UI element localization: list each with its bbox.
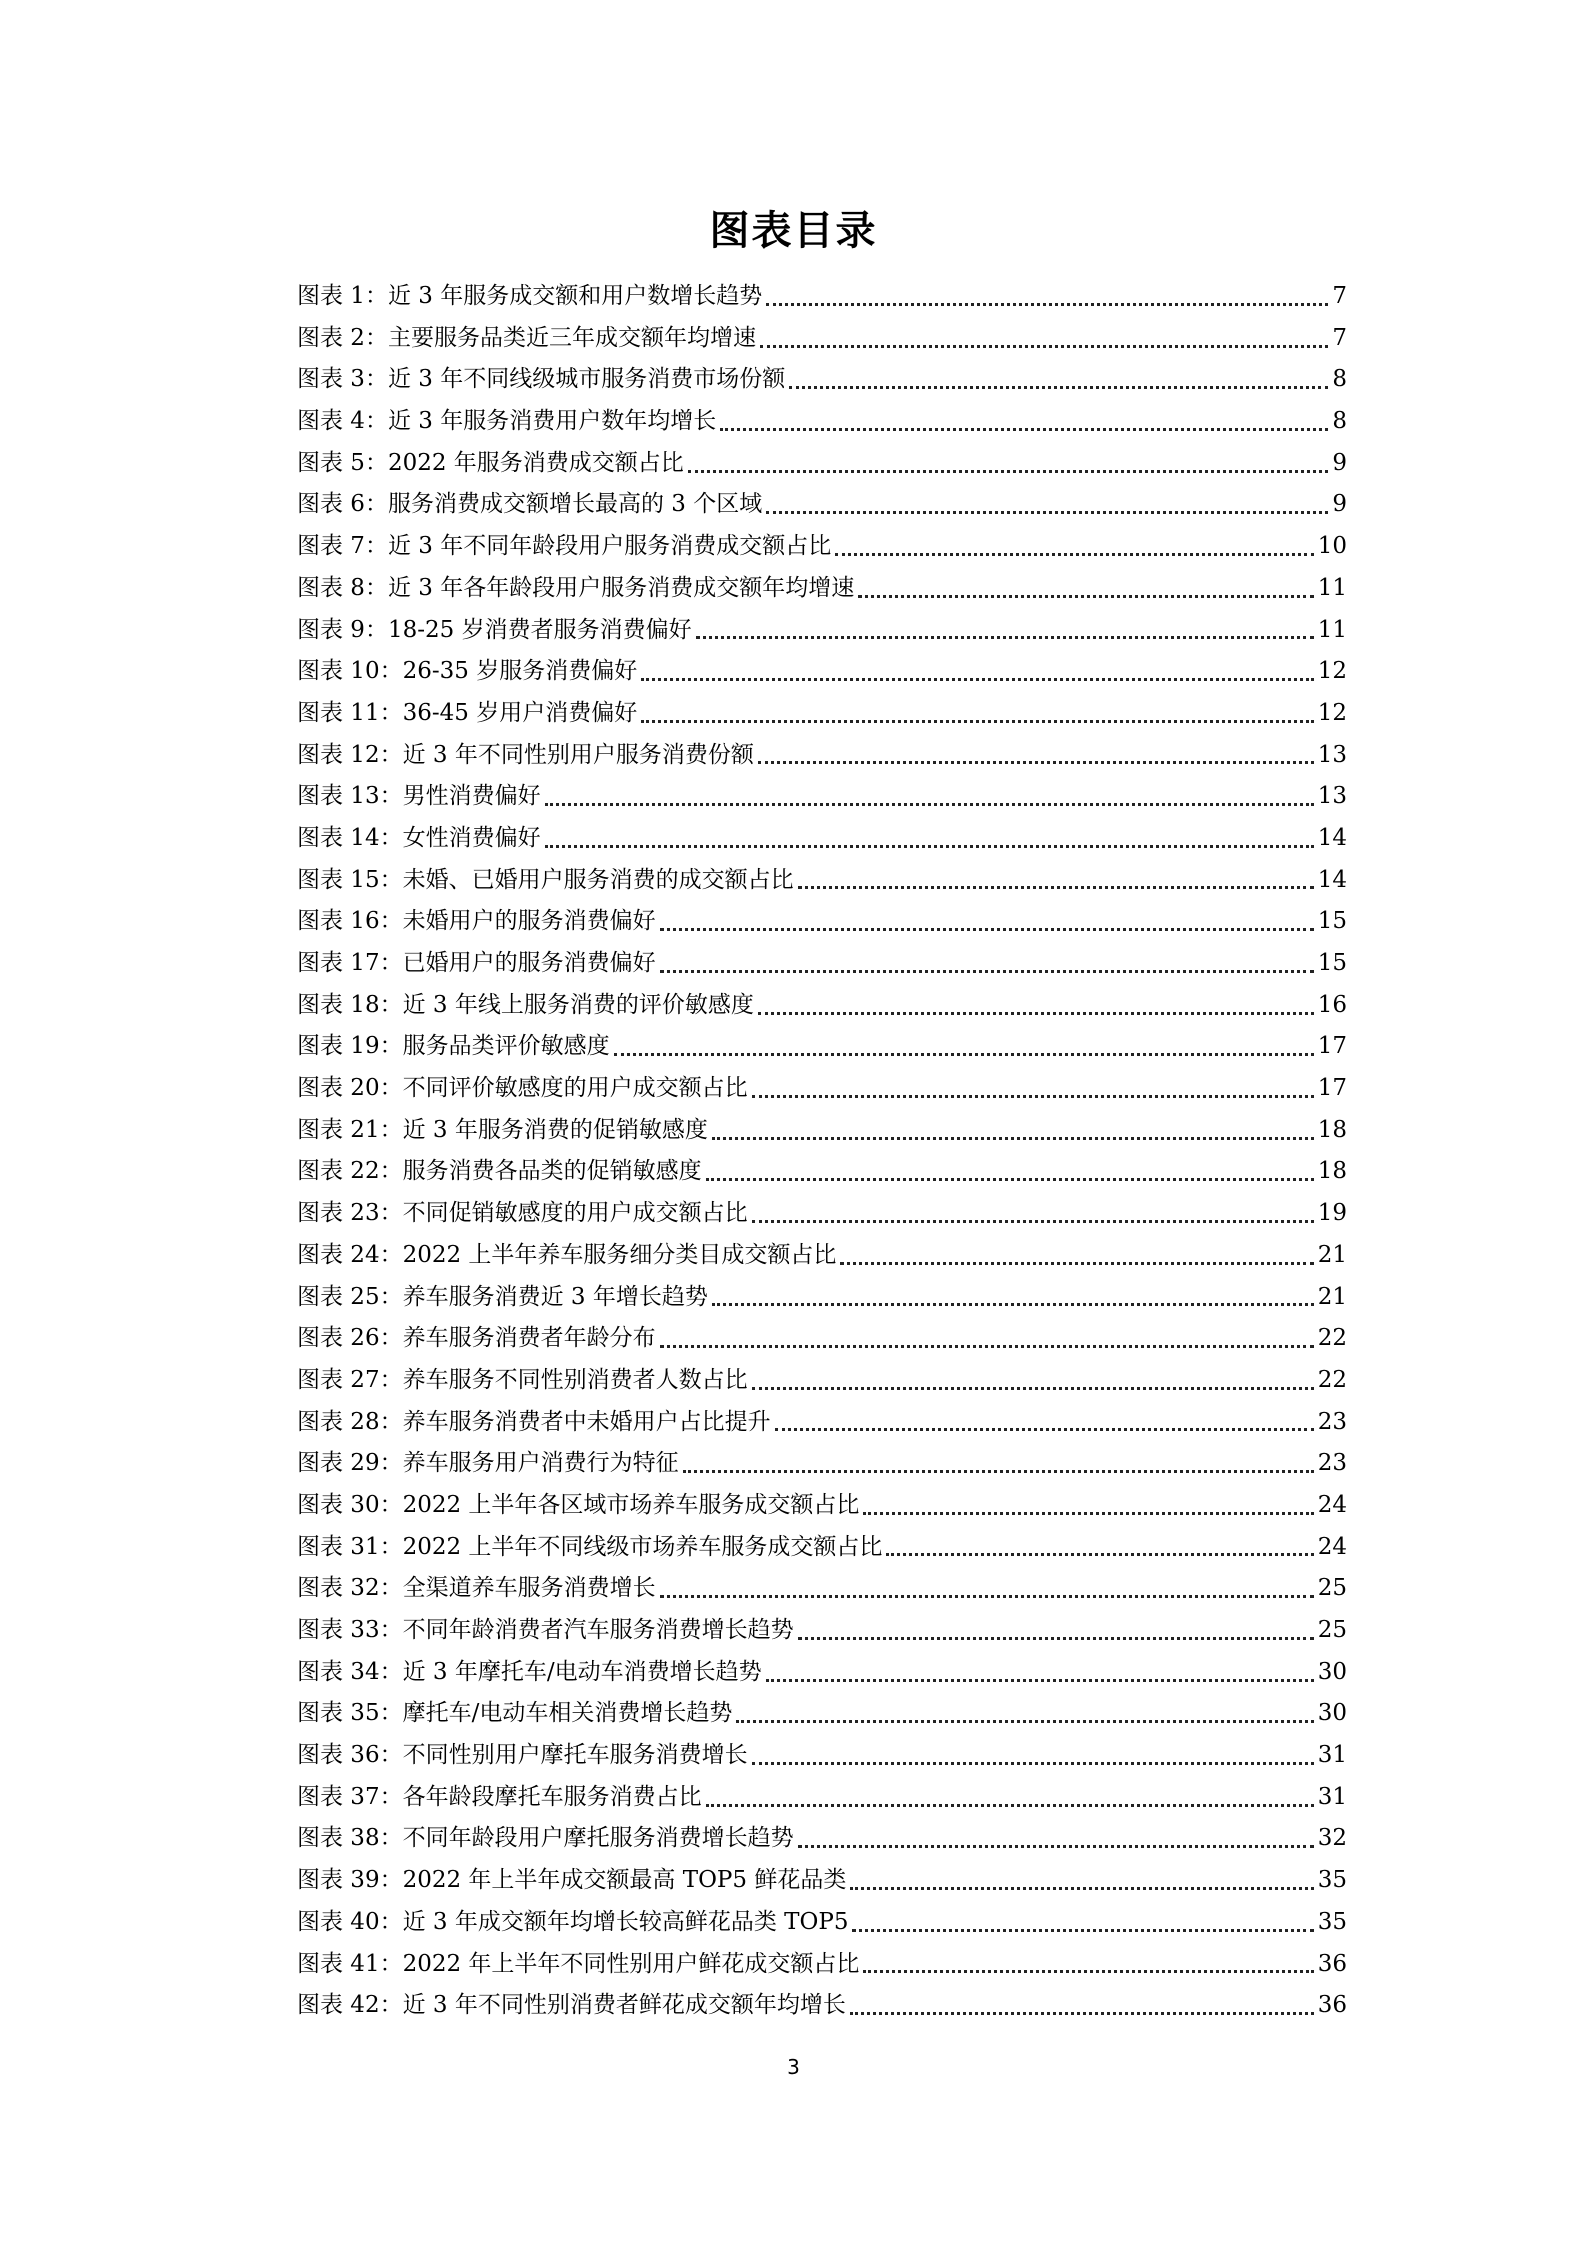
toc-entry[interactable] bbox=[297, 1445, 1347, 1487]
dot-leader bbox=[886, 1539, 1313, 1559]
toc-entry-page-number: 22 bbox=[1317, 1366, 1347, 1393]
toc-entry-page-number: 25 bbox=[1317, 1617, 1347, 1643]
dot-leader bbox=[775, 1414, 1314, 1434]
toc-entry-label: 未婚、已婚用户服务消费的成交额占比 bbox=[402, 866, 794, 893]
toc-entry-label: 2022 年服务消费成交额占比 bbox=[387, 449, 684, 476]
toc-entry[interactable] bbox=[297, 1362, 1347, 1404]
toc-entry[interactable] bbox=[297, 1946, 1347, 1988]
toc-entry-label: 未婚用户的服务消费偏好 bbox=[402, 908, 656, 935]
toc-entry-label: 不同促销敏感度的用户成交额占比 bbox=[402, 1200, 748, 1227]
toc-entry[interactable] bbox=[297, 1737, 1347, 1779]
toc-entry-prefix: 图表 28： bbox=[297, 1408, 403, 1435]
toc-entry-prefix: 图表 9： bbox=[297, 616, 388, 643]
toc-entry[interactable] bbox=[297, 361, 1347, 403]
toc-entry-prefix: 图表 21： bbox=[297, 1116, 403, 1143]
dot-leader bbox=[641, 664, 1314, 684]
dot-leader bbox=[706, 1790, 1314, 1810]
toc-entry-label: 男性消费偏好 bbox=[402, 783, 541, 810]
toc-entry-prefix: 图表 31： bbox=[297, 1533, 403, 1560]
toc-entry-label: 近 3 年不同性别消费者鲜花成交额年均增长 bbox=[402, 1992, 846, 2019]
toc-entry[interactable] bbox=[297, 1279, 1347, 1321]
toc-entry-prefix: 图表 23： bbox=[297, 1200, 403, 1227]
toc-entry[interactable] bbox=[297, 1529, 1347, 1571]
dot-leader bbox=[660, 1581, 1314, 1601]
toc-entry-prefix: 图表 4： bbox=[297, 408, 388, 435]
toc-entry-prefix: 图表 29： bbox=[297, 1450, 403, 1477]
toc-entry-prefix: 图表 14： bbox=[297, 824, 403, 851]
toc-entry-prefix: 图表 12： bbox=[297, 741, 403, 768]
toc-entry[interactable] bbox=[297, 1779, 1347, 1821]
toc-entry-prefix: 图表 19： bbox=[297, 1033, 403, 1060]
toc-entry[interactable] bbox=[297, 403, 1347, 445]
dot-leader bbox=[706, 1164, 1314, 1184]
dot-leader bbox=[545, 831, 1314, 851]
toc-entry[interactable] bbox=[297, 1320, 1347, 1362]
toc-entry-page-number: 30 bbox=[1317, 1658, 1347, 1685]
toc-entry-page-number: 8 bbox=[1332, 366, 1347, 393]
dot-leader bbox=[696, 622, 1314, 642]
toc-entry-label: 近 3 年成交额年均增长较高鲜花品类 TOP5 bbox=[402, 1908, 849, 1935]
toc-entry[interactable] bbox=[297, 945, 1347, 987]
toc-entry[interactable] bbox=[297, 1654, 1347, 1696]
toc-entry[interactable] bbox=[297, 1028, 1347, 1070]
toc-entry-label: 近 3 年不同线级城市服务消费市场份额 bbox=[387, 366, 786, 393]
toc-entry-prefix: 图表 42： bbox=[297, 1992, 403, 2019]
dot-leader bbox=[736, 1706, 1313, 1726]
toc-entry-prefix: 图表 22： bbox=[297, 1158, 403, 1185]
toc-entry-page-number: 7 bbox=[1332, 324, 1347, 351]
toc-entry[interactable] bbox=[297, 1404, 1347, 1446]
toc-entry-page-number: 35 bbox=[1317, 1867, 1347, 1894]
toc-entry-label: 服务消费成交额增长最高的 3 个区域 bbox=[387, 491, 763, 518]
toc-entry-label: 服务品类评价敏感度 bbox=[402, 1033, 610, 1060]
table-of-figures bbox=[297, 278, 1347, 2029]
toc-entry-prefix: 图表 13： bbox=[297, 783, 403, 810]
toc-entry[interactable] bbox=[297, 1070, 1347, 1112]
dot-leader bbox=[798, 872, 1314, 892]
toc-entry-prefix: 图表 34： bbox=[297, 1658, 403, 1685]
toc-entry-label: 主要服务品类近三年成交额年均增速 bbox=[387, 324, 756, 351]
toc-entry-prefix: 图表 30： bbox=[297, 1491, 403, 1518]
toc-entry-prefix: 图表 26： bbox=[297, 1325, 403, 1352]
toc-entry[interactable] bbox=[297, 1695, 1347, 1737]
toc-entry-label: 近 3 年服务消费的促销敏感度 bbox=[402, 1116, 708, 1143]
toc-entry-page-number: 15 bbox=[1317, 950, 1347, 976]
toc-entry[interactable] bbox=[297, 737, 1347, 779]
toc-entry-label: 服务消费各品类的促销敏感度 bbox=[402, 1158, 702, 1185]
toc-entry-page-number: 23 bbox=[1317, 1408, 1347, 1435]
toc-entry-label: 近 3 年线上服务消费的评价敏感度 bbox=[402, 991, 754, 1018]
dot-leader bbox=[688, 456, 1329, 476]
toc-entry-page-number: 31 bbox=[1317, 1742, 1347, 1769]
toc-entry[interactable] bbox=[297, 1112, 1347, 1154]
toc-entry-prefix: 图表 3： bbox=[297, 366, 388, 393]
toc-entry-page-number: 22 bbox=[1317, 1325, 1347, 1352]
dot-leader bbox=[660, 914, 1314, 934]
toc-entry-label: 不同年龄段用户摩托服务消费增长趋势 bbox=[402, 1825, 794, 1852]
toc-entry[interactable] bbox=[297, 1820, 1347, 1862]
toc-entry-label: 养车服务不同性别消费者人数占比 bbox=[402, 1366, 748, 1393]
toc-entry-page-number: 8 bbox=[1332, 408, 1347, 435]
toc-entry-page-number: 13 bbox=[1317, 783, 1347, 810]
toc-entry-prefix: 图表 16： bbox=[297, 908, 403, 935]
toc-entry-prefix: 图表 37： bbox=[297, 1783, 403, 1810]
toc-entry-prefix: 图表 18： bbox=[297, 991, 403, 1018]
toc-entry[interactable] bbox=[297, 1487, 1347, 1529]
page-title: 图表目录 bbox=[709, 208, 878, 254]
toc-entry[interactable] bbox=[297, 570, 1347, 612]
toc-entry-label: 近 3 年不同性别用户服务消费份额 bbox=[402, 741, 754, 768]
dot-leader bbox=[840, 1248, 1313, 1268]
toc-entry-page-number: 32 bbox=[1317, 1825, 1347, 1852]
dot-leader bbox=[614, 1039, 1314, 1059]
toc-entry[interactable] bbox=[297, 1195, 1347, 1237]
dot-leader bbox=[766, 289, 1328, 309]
toc-entry-prefix: 图表 6： bbox=[297, 491, 388, 518]
toc-entry-page-number: 35 bbox=[1317, 1908, 1347, 1935]
toc-entry-label: 26-35 岁服务消费偏好 bbox=[402, 658, 638, 685]
toc-entry-label: 近 3 年服务成交额和用户数增长趋势 bbox=[387, 283, 763, 309]
dot-leader bbox=[752, 1081, 1314, 1101]
toc-entry-page-number: 11 bbox=[1317, 616, 1347, 643]
dot-leader bbox=[863, 1956, 1313, 1976]
toc-entry-page-number: 17 bbox=[1317, 1033, 1347, 1060]
toc-entry[interactable] bbox=[297, 653, 1347, 695]
toc-entry-prefix: 图表 20： bbox=[297, 1075, 403, 1102]
toc-entry-prefix: 图表 35： bbox=[297, 1700, 403, 1727]
toc-entry-prefix: 图表 39： bbox=[297, 1867, 403, 1894]
toc-entry[interactable] bbox=[297, 903, 1347, 945]
toc-entry[interactable] bbox=[297, 1862, 1347, 1904]
toc-entry-label: 全渠道养车服务消费增长 bbox=[402, 1575, 656, 1602]
dot-leader bbox=[758, 998, 1314, 1018]
toc-entry-label: 2022 上半年养车服务细分类目成交额占比 bbox=[402, 1241, 837, 1268]
dot-leader bbox=[852, 1915, 1313, 1935]
toc-entry-label: 近 3 年不同年龄段用户服务消费成交额占比 bbox=[387, 533, 832, 560]
toc-entry-page-number: 36 bbox=[1317, 1950, 1347, 1977]
toc-entry-page-number: 21 bbox=[1317, 1283, 1347, 1310]
toc-entry[interactable] bbox=[297, 987, 1347, 1029]
dot-leader bbox=[798, 1623, 1314, 1643]
toc-entry-prefix: 图表 1： bbox=[297, 283, 388, 309]
toc-entry-page-number: 12 bbox=[1317, 699, 1347, 726]
toc-entry-label: 18-25 岁消费者服务消费偏好 bbox=[387, 616, 692, 643]
toc-entry[interactable] bbox=[297, 278, 1347, 320]
toc-entry-prefix: 图表 10： bbox=[297, 658, 403, 685]
toc-entry-page-number: 36 bbox=[1317, 1992, 1347, 2019]
dot-leader bbox=[752, 1206, 1314, 1226]
toc-entry[interactable] bbox=[297, 1237, 1347, 1279]
toc-entry-label: 不同性别用户摩托车服务消费增长 bbox=[402, 1742, 748, 1769]
toc-entry-label: 2022 上半年不同线级市场养车服务成交额占比 bbox=[402, 1533, 883, 1560]
toc-entry-page-number: 31 bbox=[1317, 1783, 1347, 1810]
toc-entry-label: 已婚用户的服务消费偏好 bbox=[402, 950, 656, 976]
toc-entry-prefix: 图表 36： bbox=[297, 1742, 403, 1769]
toc-entry[interactable] bbox=[297, 778, 1347, 820]
toc-entry-prefix: 图表 2： bbox=[297, 324, 388, 351]
toc-entry-page-number: 21 bbox=[1317, 1241, 1347, 1268]
toc-entry-prefix: 图表 41： bbox=[297, 1950, 403, 1977]
toc-entry-page-number: 24 bbox=[1317, 1491, 1347, 1518]
toc-entry-label: 不同评价敏感度的用户成交额占比 bbox=[402, 1075, 748, 1102]
dot-leader bbox=[720, 414, 1328, 434]
dot-leader bbox=[752, 1748, 1314, 1768]
toc-entry-page-number: 12 bbox=[1317, 658, 1347, 685]
toc-entry-label: 摩托车/电动车相关消费增长趋势 bbox=[402, 1700, 733, 1727]
dot-leader bbox=[752, 1373, 1314, 1393]
dot-leader bbox=[660, 1331, 1314, 1351]
toc-entry-label: 近 3 年摩托车/电动车消费增长趋势 bbox=[402, 1658, 762, 1685]
toc-entry-page-number: 10 bbox=[1317, 533, 1347, 560]
toc-entry-page-number: 18 bbox=[1317, 1158, 1347, 1185]
toc-entry-page-number: 24 bbox=[1317, 1533, 1347, 1560]
dot-leader bbox=[798, 1831, 1314, 1851]
dot-leader bbox=[545, 789, 1314, 809]
toc-entry-prefix: 图表 7： bbox=[297, 533, 388, 560]
toc-entry-label: 养车服务消费者中未婚用户占比提升 bbox=[402, 1408, 771, 1435]
toc-entry-page-number: 7 bbox=[1332, 283, 1347, 309]
dot-leader bbox=[863, 1498, 1313, 1518]
toc-entry[interactable] bbox=[297, 1612, 1347, 1654]
dot-leader bbox=[850, 1998, 1314, 2018]
toc-entry[interactable] bbox=[297, 1153, 1347, 1195]
toc-entry[interactable] bbox=[297, 486, 1347, 528]
toc-entry-page-number: 15 bbox=[1317, 908, 1347, 935]
toc-entry-label: 不同年龄消费者汽车服务消费增长趋势 bbox=[402, 1617, 794, 1643]
toc-entry-page-number: 13 bbox=[1317, 741, 1347, 768]
toc-entry-label: 女性消费偏好 bbox=[402, 824, 541, 851]
toc-entry[interactable] bbox=[297, 820, 1347, 862]
toc-entry-prefix: 图表 8： bbox=[297, 574, 388, 601]
toc-entry-prefix: 图表 24： bbox=[297, 1241, 403, 1268]
toc-entry-page-number: 14 bbox=[1317, 824, 1347, 851]
toc-entry-label: 养车服务消费近 3 年增长趋势 bbox=[402, 1283, 708, 1310]
toc-entry-page-number: 18 bbox=[1317, 1116, 1347, 1143]
toc-entry-label: 2022 年上半年不同性别用户鲜花成交额占比 bbox=[402, 1950, 860, 1977]
toc-entry[interactable] bbox=[297, 695, 1347, 737]
toc-entry-label: 2022 年上半年成交额最高 TOP5 鲜花品类 bbox=[402, 1867, 847, 1894]
dot-leader bbox=[858, 581, 1314, 601]
dot-leader bbox=[712, 1289, 1314, 1309]
toc-entry-prefix: 图表 27： bbox=[297, 1366, 403, 1393]
toc-entry-page-number: 19 bbox=[1317, 1200, 1347, 1227]
dot-leader bbox=[760, 331, 1328, 351]
dot-leader bbox=[766, 1665, 1314, 1685]
toc-entry-prefix: 图表 40： bbox=[297, 1908, 403, 1935]
toc-entry[interactable] bbox=[297, 1904, 1347, 1946]
toc-entry-prefix: 图表 32： bbox=[297, 1575, 403, 1602]
toc-entry-page-number: 11 bbox=[1317, 574, 1347, 601]
toc-entry-label: 养车服务消费者年龄分布 bbox=[402, 1325, 656, 1352]
dot-leader bbox=[683, 1456, 1314, 1476]
toc-entry-page-number: 30 bbox=[1317, 1700, 1347, 1727]
toc-entry-label: 养车服务用户消费行为特征 bbox=[402, 1450, 679, 1477]
toc-entry-prefix: 图表 38： bbox=[297, 1825, 403, 1852]
toc-entry-page-number: 17 bbox=[1317, 1075, 1347, 1102]
toc-entry-page-number: 25 bbox=[1317, 1575, 1347, 1602]
dot-leader bbox=[835, 539, 1314, 559]
toc-entry[interactable] bbox=[297, 1570, 1347, 1612]
toc-entry[interactable] bbox=[297, 612, 1347, 654]
dot-leader bbox=[789, 372, 1328, 392]
toc-entry-label: 36-45 岁用户消费偏好 bbox=[402, 699, 638, 726]
toc-entry-page-number: 16 bbox=[1317, 991, 1347, 1018]
toc-entry-page-number: 9 bbox=[1332, 491, 1347, 518]
dot-leader bbox=[712, 1123, 1314, 1143]
dot-leader bbox=[660, 956, 1314, 976]
toc-entry[interactable] bbox=[297, 862, 1347, 904]
toc-entry-prefix: 图表 5： bbox=[297, 449, 388, 476]
toc-entry-label: 2022 上半年各区域市场养车服务成交额占比 bbox=[402, 1491, 860, 1518]
dot-leader bbox=[766, 497, 1328, 517]
dot-leader bbox=[850, 1873, 1313, 1893]
toc-entry[interactable] bbox=[297, 528, 1347, 570]
toc-entry-label: 各年龄段摩托车服务消费占比 bbox=[402, 1783, 702, 1810]
toc-entry-page-number: 23 bbox=[1317, 1450, 1347, 1477]
dot-leader bbox=[641, 706, 1314, 726]
page-number: 3 bbox=[787, 2055, 800, 2079]
toc-entry-prefix: 图表 17： bbox=[297, 950, 403, 976]
toc-entry[interactable] bbox=[297, 445, 1347, 487]
toc-entry-prefix: 图表 25： bbox=[297, 1283, 403, 1310]
toc-entry-prefix: 图表 33： bbox=[297, 1617, 403, 1643]
dot-leader bbox=[758, 747, 1314, 767]
toc-entry-prefix: 图表 11： bbox=[297, 699, 403, 726]
toc-entry-page-number: 9 bbox=[1332, 449, 1347, 476]
toc-entry[interactable] bbox=[297, 320, 1347, 362]
toc-entry-label: 近 3 年服务消费用户数年均增长 bbox=[387, 408, 717, 435]
toc-entry-page-number: 14 bbox=[1317, 866, 1347, 893]
toc-entry-label: 近 3 年各年龄段用户服务消费成交额年均增速 bbox=[387, 574, 855, 601]
toc-entry[interactable] bbox=[297, 1987, 1347, 2029]
toc-entry-prefix: 图表 15： bbox=[297, 866, 403, 893]
